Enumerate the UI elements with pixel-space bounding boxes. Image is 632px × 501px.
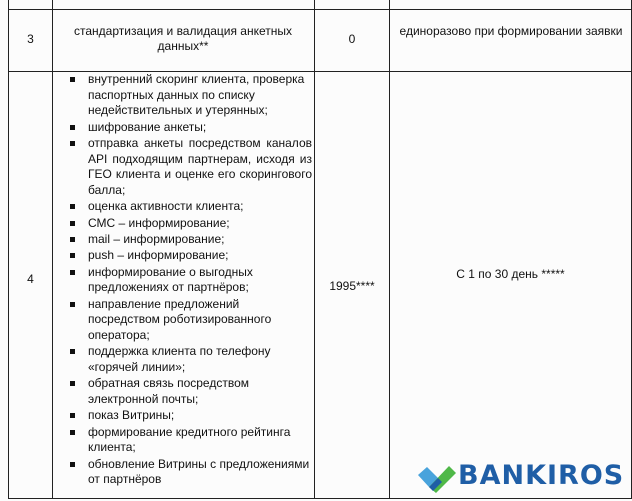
bullet-square-icon [70,125,75,130]
list-item: обновление Витрины с предложениями от партнёров [70,457,312,488]
bullet-square-icon [70,413,75,418]
row-3-number: 3 [27,32,34,46]
list-item: оценка активности клиента; [70,199,312,215]
list-item: внутренний скоринг клиента, проверка паспортных данных по списку недействительных и утерянных; [70,72,312,119]
bullet-square-icon [70,302,75,307]
row-4-term: С 1 по 30 день ***** [456,267,565,281]
list-item: показ Витрины; [70,408,312,424]
bullet-square-icon [70,430,75,435]
list-item: отправка анкеты посредством каналов API подходящим партнерам, исходя из ГЕО клиента и оценке его скорингового балла; [70,136,312,198]
bullet-square-icon [70,204,75,209]
table-column-divider-2 [314,0,315,499]
bullet-square-icon [70,237,75,242]
row-3-description: стандартизация и валидация анкетных данных** [74,24,292,53]
list-item: направление предложений посредством роботизированного оператора; [70,297,312,344]
list-item: mail – информирование; [70,232,312,248]
bankiros-logo-icon [416,458,456,494]
bullet-square-icon [70,253,75,258]
list-item: СМС – информирование; [70,216,312,232]
bankiros-logo-text: BANKIROS [458,460,625,491]
bullet-square-icon [70,141,75,146]
table-column-divider-1 [52,0,53,499]
row-3-term: единоразово при формировании заявки [399,24,623,38]
bullet-square-icon [70,462,75,467]
table-border-bottom [8,498,632,499]
list-item: шифрование анкеты; [70,120,312,136]
row-4-price: 1995**** [329,279,375,293]
list-item: формирование кредитного рейтинга клиента; [70,425,312,456]
list-item: поддержка клиента по телефону «горячей линии»; [70,344,312,375]
list-item: информирование о выгодных предложениях от партнёров; [70,265,312,296]
table-column-divider-3 [389,0,390,499]
table-border-top [8,9,632,10]
table-border-left [8,0,9,499]
bullet-square-icon [70,381,75,386]
list-item: push – информирование; [70,248,312,264]
list-item: обратная связь посредством электронной почты; [70,376,312,407]
bullet-square-icon [70,349,75,354]
bankiros-watermark [416,458,626,494]
bullet-square-icon [70,77,75,82]
bullet-square-icon [70,270,75,275]
row-4-services-list [70,72,312,489]
row-4-number: 4 [27,272,34,286]
row-3-price: 0 [348,32,356,46]
bullet-square-icon [70,221,75,226]
